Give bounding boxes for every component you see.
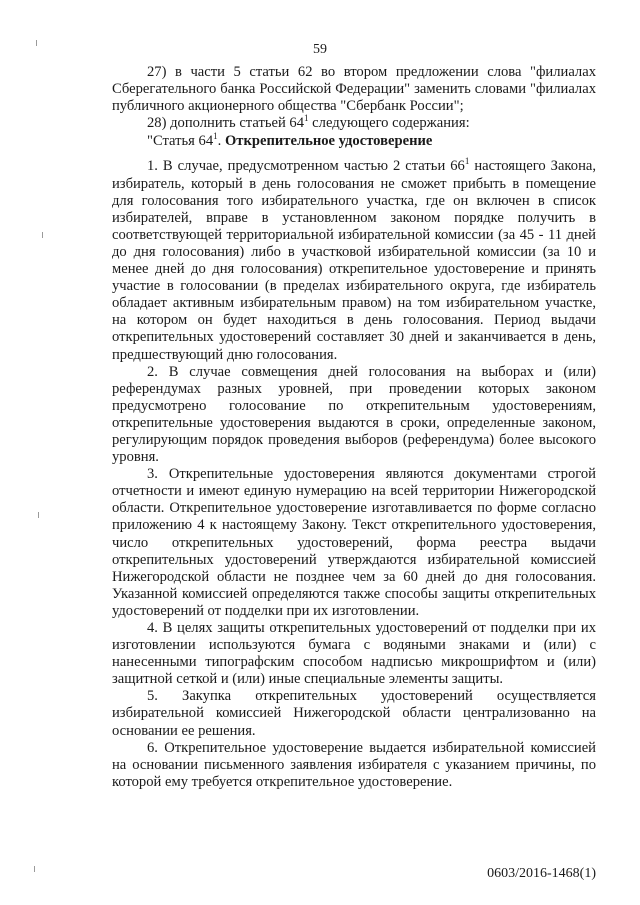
item-5: 5. Закупка открепительных удостоверений осуществляется избирательной комиссией Нижегородской области централизованно на основании ее решения. [112,688,596,739]
article-title: Открепительное удостоверение [224,133,433,150]
paragraph-28: 28) дополнить статьей $64^1$ следующего содержания: [147,113,470,132]
item-6: 6. Открепительное удостоверение выдается избирательной комиссией на основании письменного заявления избирателя с указанием причины, по которой ему требуется открепительное удостоверение. [112,739,596,790]
item-3: 3. Открепительные удостоверения являются документами строгой отчетности и имеют единую нумерацию на всей территории Нижегородской области. Открепительное удостоверение изготавливается по форме согласно приложению 4 к настоящему Закону. Текст открепительного удостоверения, число открепительных удостоверений, форма реестра выдачи открепительных удостоверений утверждаются избирательной комиссией Нижегородской области не позднее чем за 60 дней до дня голосования. Указанной комиссией определяются также способы защиты открепительных удостоверений от подделки при их изготовлении. [112,466,596,619]
scan-mark [38,512,39,518]
item-4: 4. В целях защиты открепительных удостоверений от подделки при их изготовлении используются бумага с водяными знаками и (или) с нанесенными типографским способом надписью микрошрифтом и (или) защитной сеткой и (или) иные специальные элементы защиты. [112,620,596,688]
scan-mark [34,866,35,872]
scan-mark [42,232,43,238]
article-heading: "Статья $64^1$. Открепительное удостоверение [147,131,433,150]
paragraph-27: 27) в части 5 статьи 62 во втором предложении слова "филиалах Сберегательного банка Российской Федерации" заменить словами "филиалах публичного акционерного общества "Сбербанк России"; [112,64,596,115]
scan-mark [36,40,37,46]
page-number: 59 [313,42,327,57]
item-2: 2. В случае совмещения дней голосования на выборах и (или) референдумах разных уровней, при проведении которых законом предусмотрено голосование по открепительным удостоверениям, открепительные удостоверения выдаются в сроки, определенные законом, регулирующим порядок проведения выборов (референдума) более высокого уровня. [112,363,596,466]
document-body [112,64,596,791]
document-code: 0603/2016-1468(1) [487,866,596,881]
item-1: 1. В случае, предусмотренном частью 2 статьи $66^1$ настоящего Закона, избиратель, который в день голосования не сможет прибыть в помещение для голосования того избирательного участка, где он включен в список избирателей, вправе в установленном законом порядке получить в соответствующей территориальной избирательной комиссии (за 45 - 11 дней до дня голосования) либо в участковой избирательной комиссии (за 10 и менее дней до дня голосования) открепительное удостоверение и принять участие в голосовании (в пределах избирательного округа, где избиратель обладает активным избирательным правом) на том избирательном участке, на котором он будет находиться в день голосования. Период выдачи открепительных удостоверений составляет 30 дней и заканчивается в день, предшествующий дню голосования. [112,156,597,363]
